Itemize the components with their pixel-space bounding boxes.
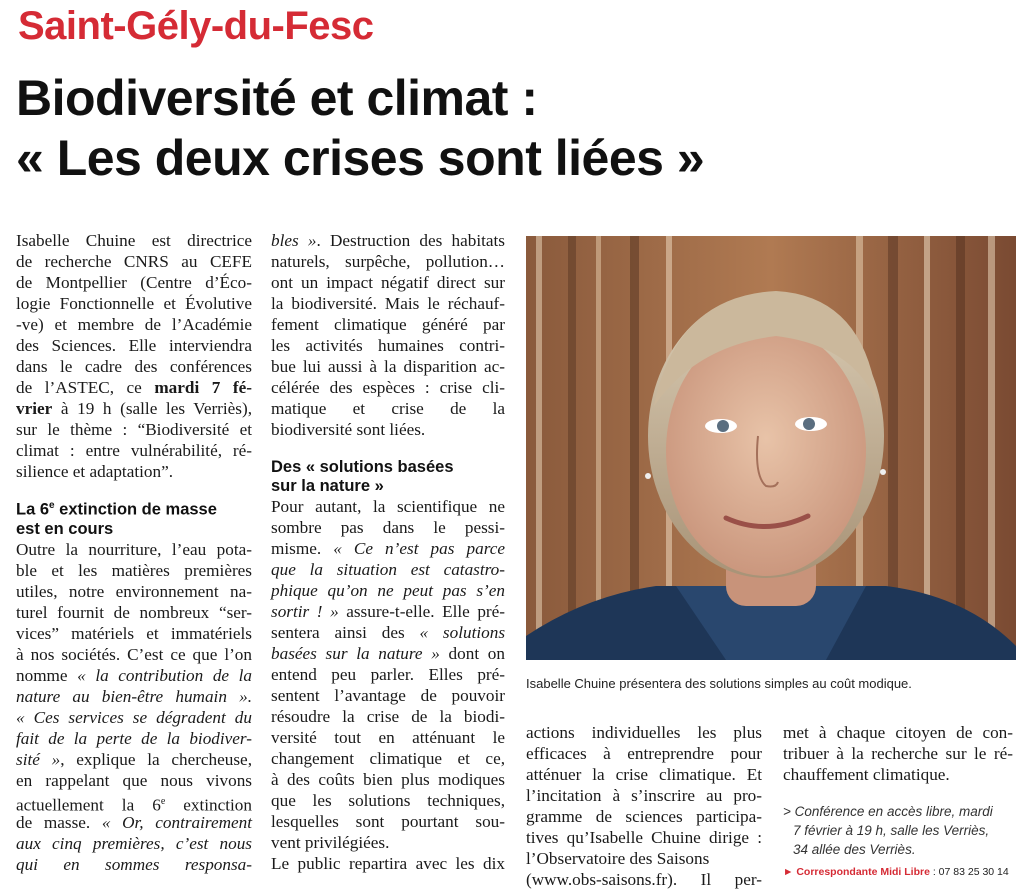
text-line: ble et les matières premières <box>16 560 252 580</box>
photo-caption: Isabelle Chuine présentera des solutions simples au coût modique. <box>526 676 912 691</box>
text-line: misme. « Ce n’est pas parce <box>271 539 505 558</box>
text-line: dans le cadre des conférences <box>16 357 252 376</box>
text-line: silience et adaptation”. <box>16 462 174 481</box>
text-line: la biodiversité. Mais le réchauf- <box>271 294 505 313</box>
text-line: bue lui aussi à la disparition ac- <box>271 357 505 376</box>
correspondent-credit <box>783 866 1009 878</box>
subheading-extinction-line-2: est en cours <box>16 519 114 538</box>
text-line: « Ces services se dégradent du <box>16 707 252 727</box>
text-line: sombre pas dans le pessi- <box>271 518 505 537</box>
text-line: résoudre la crise de la biodi- <box>271 707 505 726</box>
article-column-1 <box>16 230 252 875</box>
text-line: sortir ! » assure-t-elle. Elle pré- <box>271 602 505 621</box>
text-line: vrier à 19 h (salle les Verriès), <box>16 399 253 418</box>
text-line: bles ». Destruction des habitats <box>271 231 506 250</box>
text-line: actuellement la 6e extinction <box>16 795 252 815</box>
text-line: en rappelant que nous vivons <box>16 770 252 790</box>
text-line: -ve) et membre de l’Académie <box>16 315 252 334</box>
text-line: vent privilégiées. <box>271 833 390 852</box>
text-line: biodiversité sont liées. <box>271 420 426 439</box>
text-line: sité », explique la chercheuse, <box>16 749 252 769</box>
subheading-solutions-line-2: sur la nature » <box>271 477 384 495</box>
text-line: à nos sociétés. C’est ce que l’on <box>16 644 252 664</box>
text-line: Pour autant, la scientifique ne <box>271 497 505 516</box>
text-line: l’incitation à s’inscrire au pro- <box>526 786 762 805</box>
headline <box>16 68 704 188</box>
credit-label: Correspondante Midi Libre <box>796 866 930 878</box>
text-line: matique et crise de la <box>271 399 505 418</box>
text-line: phique qu’on ne peut pas s’en <box>271 581 505 600</box>
text-line: lesquelles sont pourtant sou- <box>271 812 505 831</box>
text-line: de Montpellier (Centre d’Éco- <box>16 273 252 292</box>
text-line: aux cinq premières, c’est nous <box>16 833 252 853</box>
portrait-photo <box>526 236 1016 660</box>
text-line: de masse. « Or, contrairement <box>16 812 253 832</box>
text-line: vices” matériels et immatériels <box>16 623 252 643</box>
event-info <box>783 802 993 859</box>
text-line: utiles, notre environnement na- <box>16 581 252 601</box>
headline-line-1: Biodiversité et climat : <box>16 70 538 126</box>
text-line: que la situation est catastro- <box>271 560 505 579</box>
text-line: turel fournit de nombreux “ser- <box>16 602 252 622</box>
text-line: l’Observatoire des Saisons <box>526 849 710 868</box>
article-column-3 <box>526 722 762 890</box>
text-line: de l’ASTEC, ce mardi 7 fé- <box>16 378 252 397</box>
text-line: fement climatique généré par <box>271 315 505 334</box>
credit-phone: : 07 83 25 30 14 <box>929 866 1009 878</box>
arrow-icon: ► <box>783 866 794 878</box>
text-line: Outre la nourriture, l’eau pota- <box>16 539 252 559</box>
article-column-4 <box>783 722 1013 785</box>
event-info-line: 7 février à 19 h, salle les Verriès, <box>793 823 990 838</box>
text-line: efficaces à entreprendre pour <box>526 744 762 763</box>
text-line: logie Fonctionnelle et Évolutive <box>16 294 252 313</box>
event-info-line: 34 allée des Verriès. <box>793 842 916 857</box>
text-line: célérée des espèces : crise cli- <box>271 378 505 397</box>
date-emphasis: mardi 7 fé- <box>154 378 252 397</box>
text-line: qui en sommes responsa- <box>16 854 252 874</box>
subheading-extinction: La 6e extinction de masse <box>16 500 217 519</box>
text-line: met à chaque citoyen de con- <box>783 723 1013 742</box>
text-line: sentera ainsi des « solutions <box>271 623 506 642</box>
text-line: changement climatique et ce, <box>271 749 505 768</box>
text-line: chauffement climatique. <box>783 765 950 784</box>
text-line: fait de la perte de la biodiver- <box>16 728 252 748</box>
text-line: nomme « la contribution de la <box>16 665 252 685</box>
text-line: de recherche CNRS au CEFE <box>16 252 252 271</box>
headline-line-2: « Les deux crises sont liées » <box>16 130 705 186</box>
text-line: sentent l’avantage de pouvoir <box>271 686 505 705</box>
text-line: atténuer la crise climatique. Et <box>526 765 762 784</box>
text-line: sur le thème : “Biodiversité et <box>16 420 252 439</box>
subheading-solutions: Des « solutions basées <box>271 458 454 476</box>
text-line: les activités humaines contri- <box>271 336 505 355</box>
text-line: tribuer à la recherche sur le ré- <box>783 744 1013 763</box>
section-kicker: Saint-Gély-du-Fesc <box>18 4 374 48</box>
text-line: Isabelle Chuine est directrice <box>16 231 252 250</box>
text-line: des Sciences. Elle interviendra <box>16 336 252 355</box>
text-line: (www.obs-saisons.fr). Il per- <box>526 870 762 889</box>
text-line: naturels, surpêche, pollution… <box>271 252 505 271</box>
text-line: gramme de sciences participa- <box>526 807 762 826</box>
text-line: actions individuelles les plus <box>526 723 762 742</box>
text-line: tives qu’Isabelle Chuine dirige : <box>526 828 762 847</box>
text-line: ont un impact négatif direct sur <box>271 273 505 292</box>
text-line: nature au bien-être humain ». <box>16 686 252 706</box>
text-line: basées sur la nature » dont on <box>271 644 505 663</box>
text-line: à des coûts bien plus modiques <box>271 770 505 789</box>
text-line: versité tout en atténuant le <box>271 728 505 747</box>
portrait-illustration <box>526 236 1016 660</box>
article-column-2 <box>271 230 505 874</box>
text-line: climat : entre vulnérabilité, ré- <box>16 441 252 460</box>
text-line: que les solutions techniques, <box>271 791 505 810</box>
event-info-line: > Conférence en accès libre, mardi <box>783 804 993 819</box>
text-line: Le public repartira avec les dix <box>271 854 505 873</box>
text-line: entend peu parler. Elles pré- <box>271 665 505 684</box>
